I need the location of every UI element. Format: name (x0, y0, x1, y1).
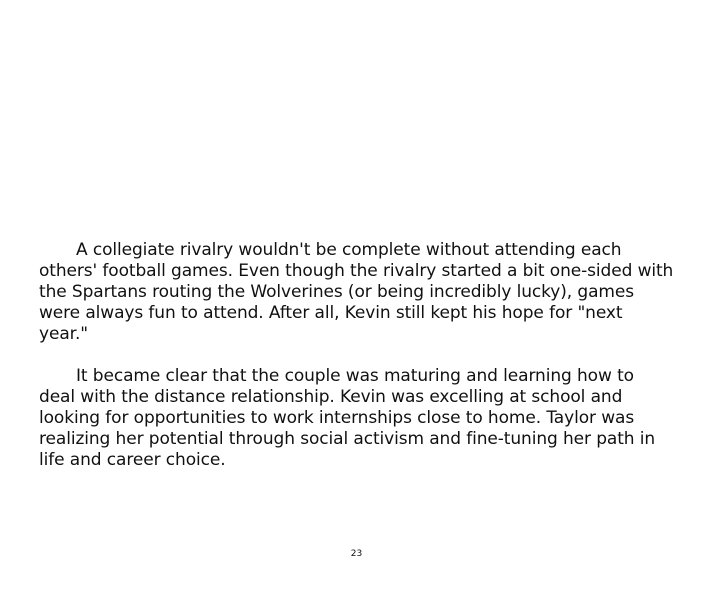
page-number: 23 (350, 549, 363, 559)
paragraph-rivalry: A collegiate rivalry wouldn't be complete without attending each others' football games. Even though the rivalry started a bit one-sided with the Spartans routing the Wolverines (or being incredibly lucky), games were always fun to attend. After all, Kevin still kept his hope for "next year." (39, 240, 674, 344)
paragraph-maturing: It became clear that the couple was maturing and learning how to deal with the distance relationship. Kevin was excelling at school and looking for opportunities to work internships close to home. Taylor was realizing her potential through social activism and fine-tuning her path in life and career choice. (39, 366, 656, 470)
page-content (39, 240, 675, 471)
